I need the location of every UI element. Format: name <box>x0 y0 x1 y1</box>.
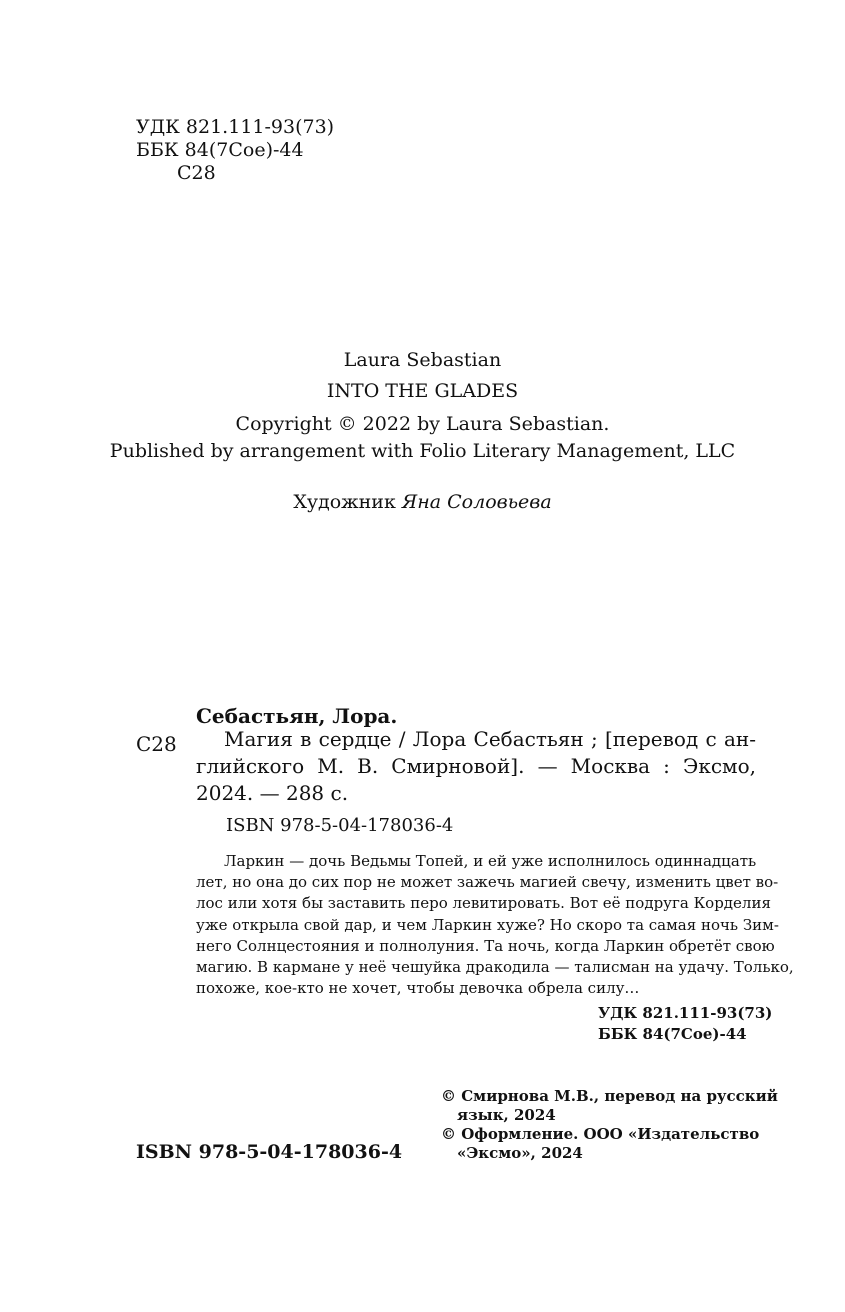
annotation-line: него Солнцестояния и полнолуния. Та ночь, когда Ларкин обретёт свою <box>196 936 775 955</box>
record-line: 2024. — 288 с. <box>196 781 349 805</box>
annotation-line: магию. В кармане у неё чешуйка дракодила — талисман на удачу. Только, <box>196 958 794 977</box>
isbn-bottom: ISBN 978-5-04-178036-4 <box>136 1141 403 1163</box>
artist-name: Яна Соловьева <box>401 491 552 513</box>
annotation <box>196 851 794 999</box>
annotation-line: Ларкин — дочь Ведьмы Топей, и ей уже исполнилось одиннадцать <box>224 852 757 870</box>
annotation-line: похоже, кое-кто не хочет, чтобы девочка обрела силу… <box>196 979 640 998</box>
copyright-notice: Copyright © 2022 by Laura Sebastian. <box>235 413 610 435</box>
record-line: глийского М. В. Смирновой]. — Москва : Эксмо, <box>196 754 756 778</box>
record-isbn: ISBN 978-5-04-178036-4 <box>226 815 454 836</box>
copyright-block <box>441 1087 778 1163</box>
artist-label: Художник <box>293 491 396 513</box>
publishing-arrangement: Published by arrangement with Folio Literary Management, LLC <box>109 440 736 462</box>
bbk-code: ББК 84(7Сое)-44 <box>136 139 304 161</box>
annotation-line: лет, но она до сих пор не может зажечь магией свечу, изменить цвет во- <box>196 873 779 892</box>
artist-credit <box>0 487 845 518</box>
annotation-line: лос или хотя бы заставить перо левитировать. Вот её подруга Корделия <box>196 894 771 913</box>
translation-copyright: © Смирнова М.В., перевод на русский <box>441 1087 778 1105</box>
small-classification <box>598 1003 772 1045</box>
translation-copyright-cont: язык, 2024 <box>457 1106 556 1124</box>
design-copyright-cont: «Эксмо», 2024 <box>457 1144 583 1162</box>
annotation-line: уже открыла свой дар, и чем Ларкин хуже? Но скоро та самая ночь Зим- <box>196 915 779 934</box>
design-copyright: © Оформление. ООО «Издательство <box>441 1125 760 1143</box>
author-mark: С28 <box>177 162 216 184</box>
original-title: INTO THE GLADES <box>326 380 519 402</box>
bbk-code-small: ББК 84(7Сое)-44 <box>598 1025 747 1043</box>
udk-code-small: УДК 821.111-93(73) <box>598 1004 773 1022</box>
original-author: Laura Sebastian <box>343 349 502 371</box>
udk-code: УДК 821.111-93(73) <box>136 116 335 138</box>
record-side-mark: С28 <box>136 732 177 756</box>
record-author-heading: Себастьян, Лора. <box>196 704 398 728</box>
record-body <box>196 726 756 807</box>
top-classification <box>136 116 334 185</box>
record-line: Магия в сердце / Лора Себастьян ; [перевод с ан- <box>224 727 756 751</box>
credits-block <box>0 345 845 518</box>
